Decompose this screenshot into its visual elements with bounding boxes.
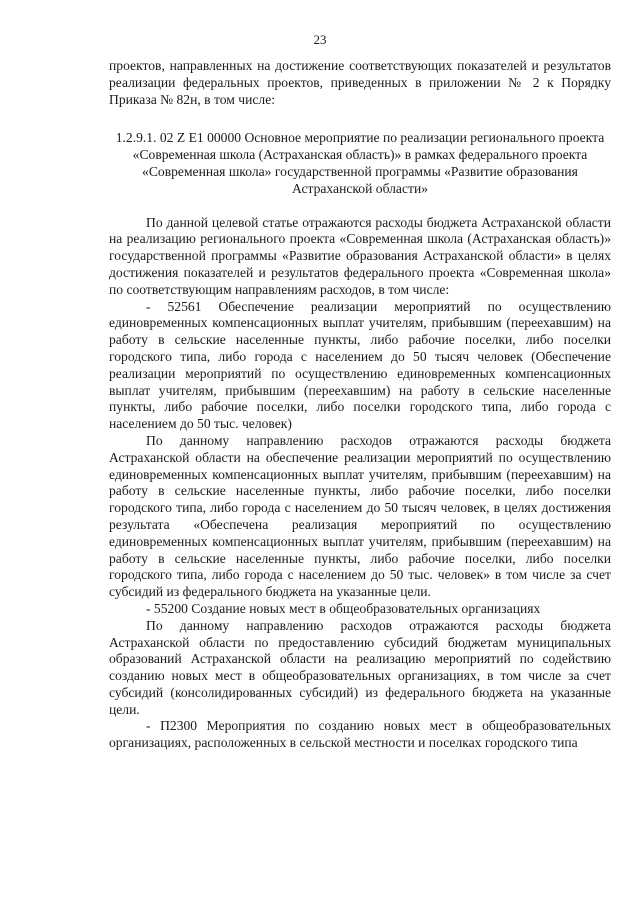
page-content (109, 58, 611, 752)
body-paragraph: - 52561 Обеспечение реализации мероприятий по осуществлению единовременных компенсационных выплат учителям, прибывшим (переехавшим) на работу в сельские населенные пункты, либо рабочие поселки, либо поселки городского типа, либо города с населением до 50 тысяч человек (Обеспечение реализации мероприятий по осуществлению единовременных компенсационных выплат учителям, прибывшим (переехавшим) на работу в сельские населенные пункты, либо рабочие поселки, либо поселки городского типа, либо города с населением до 50 тыс. человек) (109, 298, 611, 432)
body-paragraph: По данной целевой статье отражаются расходы бюджета Астраханской области на реализацию регионального проекта «Современная школа (Астраханская область)» государственной программы «Развитие образования Астраханской области» в целях достижения показателей и результатов федерального проекта «Современная школа» по соответствующим направлениям расходов, в том числе: (109, 214, 611, 297)
body-paragraph: - 55200 Создание новых мест в общеобразовательных организациях (146, 600, 541, 616)
page-number: 23 (313, 32, 327, 47)
body-paragraph: По данному направлению расходов отражаются расходы бюджета Астраханской области по предоставлению субсидий бюджетам муниципальных образований Астраханской области на реализацию мероприятий по содействию созданию новых мест в общеобразовательных организациях, в том числе за счет субсидий (консолидированных субсидий) из федерального бюджета на указанные цели. (109, 617, 611, 717)
intro-paragraph: проектов, направленных на достижение соответствующих показателей и результатов реализации федеральных проектов, приведенных в приложении № 2 к Порядку Приказа № 82н, в том числе: (109, 58, 611, 107)
body-paragraph: По данному направлению расходов отражаются расходы бюджета Астраханской области на обеспечение реализации мероприятий по осуществлению единовременных компенсационных выплат учителям, прибывшим (переехавшим) на работу в сельские населенные пункты, либо рабочие поселки, либо поселки городского типа, либо города с населением до 50 тысяч человек, в целях достижения результата «Обеспечена реализация мероприятий по осуществлению единовременных компенсационных выплат учителям, прибывшим (переехавшим) на работу в сельские населенные пункты, либо рабочие поселки, либо поселки городского типа, либо города с населением до 50 тыс. человек» в том числе за счет субсидий из федерального бюджета на указанные цели. (109, 432, 611, 600)
section-heading: 1.2.9.1. 02 Z E1 00000 Основное мероприятие по реализации регионального проекта «Современная школа (Астраханская область)» в рамках федерального проекта «Современная школа» государственной программы «Развитие образования Астраханской области» (115, 130, 605, 196)
spacer (109, 198, 611, 215)
body-paragraph: - П2300 Мероприятия по созданию новых мест в общеобразовательных организациях, расположенных в сельской местности и поселках городского типа (109, 718, 611, 751)
